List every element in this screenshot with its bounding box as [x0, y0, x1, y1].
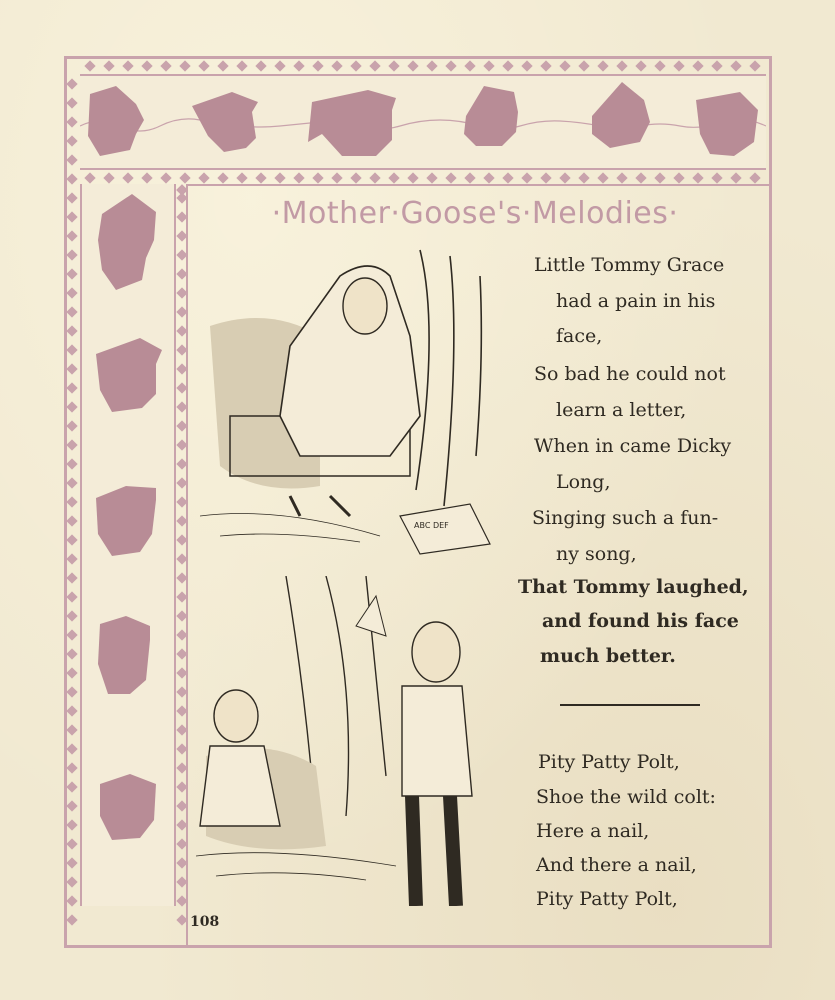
poem-line: had a pain in his: [556, 290, 716, 312]
poem-line: learn a letter,: [556, 399, 687, 421]
poem-line: And there a nail,: [536, 854, 697, 876]
page-title: ·Mother·Goose's·Melodies·: [271, 196, 679, 231]
poem-line: Pity Patty Polt,: [538, 751, 680, 773]
poem-line: When in came Dicky: [534, 435, 732, 457]
left-border-band: [80, 184, 176, 906]
poem-line: Here a nail,: [536, 820, 650, 842]
poem-line: Pity Patty Polt,: [536, 888, 678, 910]
left-silhouette-strip: [82, 184, 174, 902]
poem-line: much better.: [540, 645, 676, 667]
poem-line: ny song,: [556, 543, 637, 565]
illustration-tommy-grace: [200, 246, 520, 556]
top-silhouette-strip: [80, 76, 766, 168]
top-border-band: [80, 74, 766, 170]
illustration-dicky-long: [196, 576, 496, 906]
poem-line: That Tommy laughed,: [518, 576, 749, 598]
poem-line: Long,: [556, 471, 611, 493]
section-divider: [560, 704, 700, 706]
poem-line: and found his face: [542, 610, 739, 632]
poem-line: So bad he could not: [534, 363, 726, 385]
page-number: 108: [190, 914, 220, 930]
poem-line: Singing such a fun-: [532, 507, 719, 529]
poem-line: Little Tommy Grace: [534, 254, 725, 276]
svg-text:ABC DEF: ABC DEF: [414, 521, 449, 530]
poem-line: face,: [556, 325, 603, 347]
poem-line: Shoe the wild colt:: [536, 786, 716, 808]
